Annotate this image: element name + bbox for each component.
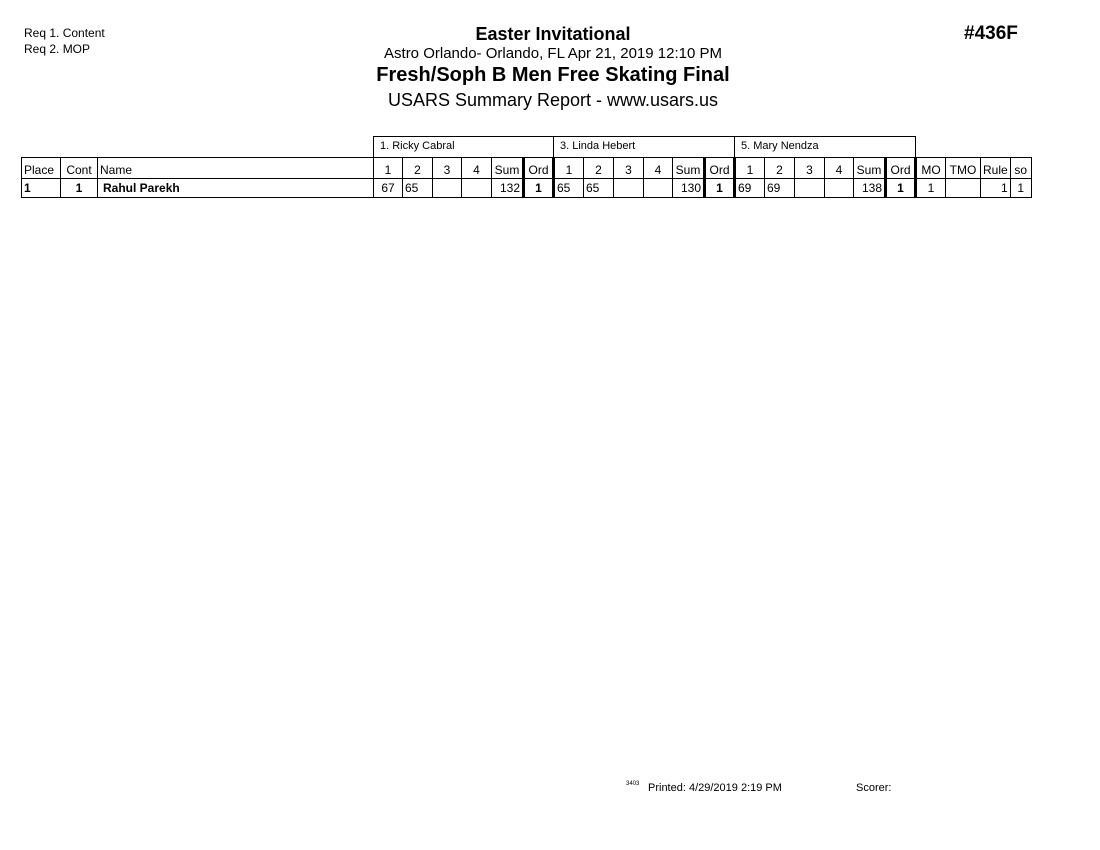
column-header-row: [22, 158, 1032, 179]
j1-col-ord: Ord: [524, 158, 554, 179]
j3-score-2: 65: [584, 179, 614, 198]
col-name: Name: [98, 158, 374, 179]
j5-score-2: 69: [765, 179, 795, 198]
row-place: 1: [22, 179, 61, 198]
j3-score-3: [614, 179, 644, 198]
row-mo: 1: [916, 179, 946, 198]
event-number: #436F: [964, 23, 1018, 44]
col-rule: Rule: [981, 158, 1011, 179]
col-mo: MO: [916, 158, 946, 179]
j3-score-4: [644, 179, 673, 198]
j5-score-3: [795, 179, 825, 198]
row-tmo: [946, 179, 981, 198]
j1-col-1: 1: [374, 158, 403, 179]
j5-sum: 138: [854, 179, 886, 198]
j5-col-2: 2: [765, 158, 795, 179]
j5-score-4: [825, 179, 854, 198]
j1-score-4: [462, 179, 492, 198]
scorer-label: Scorer:: [856, 782, 892, 794]
requirement-2: Req 2. MOP: [24, 42, 91, 56]
judge-header-1: 1. Ricky Cabral: [373, 136, 554, 157]
results-table: [21, 157, 1032, 198]
row-name: Rahul Parekh: [98, 179, 374, 198]
j5-col-1: 1: [735, 158, 765, 179]
j1-sum: 132: [492, 179, 524, 198]
j3-col-4: 4: [644, 158, 673, 179]
j3-score-1: 65: [554, 179, 584, 198]
judge-header-5: 5. Mary Nendza: [734, 136, 916, 157]
j5-col-4: 4: [825, 158, 854, 179]
j1-score-2: 65: [403, 179, 433, 198]
j5-ord: 1: [886, 179, 916, 198]
j1-ord: 1: [524, 179, 554, 198]
event-name: Fresh/Soph B Men Free Skating Final: [376, 64, 730, 86]
j3-col-3: 3: [614, 158, 644, 179]
j1-score-1: 67: [374, 179, 403, 198]
col-place: Place: [22, 158, 61, 179]
col-so: so: [1010, 158, 1031, 179]
j5-score-1: 69: [735, 179, 765, 198]
j3-col-ord: Ord: [705, 158, 735, 179]
venue-line: Astro Orlando- Orlando, FL Apr 21, 2019 12:10 PM: [384, 45, 722, 62]
row-cont: 1: [61, 179, 98, 198]
judge-header-3: 3. Linda Hebert: [553, 136, 735, 157]
j1-col-sum: Sum: [492, 158, 524, 179]
j5-col-ord: Ord: [886, 158, 916, 179]
col-cont: Cont: [61, 158, 98, 179]
j1-col-3: 3: [433, 158, 462, 179]
j1-col-2: 2: [403, 158, 433, 179]
table-row: [22, 179, 1032, 198]
requirement-1: Req 1. Content: [24, 26, 105, 40]
col-tmo: TMO: [946, 158, 981, 179]
row-rule: 1: [981, 179, 1011, 198]
j1-score-3: [433, 179, 462, 198]
j5-col-3: 3: [795, 158, 825, 179]
j3-ord: 1: [705, 179, 735, 198]
printed-timestamp: Printed: 4/29/2019 2:19 PM: [648, 782, 782, 794]
j5-col-sum: Sum: [854, 158, 886, 179]
competition-title: Easter Invitational: [475, 24, 631, 44]
report-title: USARS Summary Report - www.usars.us: [387, 90, 719, 110]
footer-mark: 3403: [626, 781, 640, 787]
j1-col-4: 4: [462, 158, 492, 179]
j3-col-1: 1: [554, 158, 584, 179]
row-so: 1: [1010, 179, 1031, 198]
j3-col-2: 2: [584, 158, 614, 179]
j3-sum: 130: [673, 179, 705, 198]
j3-col-sum: Sum: [673, 158, 705, 179]
